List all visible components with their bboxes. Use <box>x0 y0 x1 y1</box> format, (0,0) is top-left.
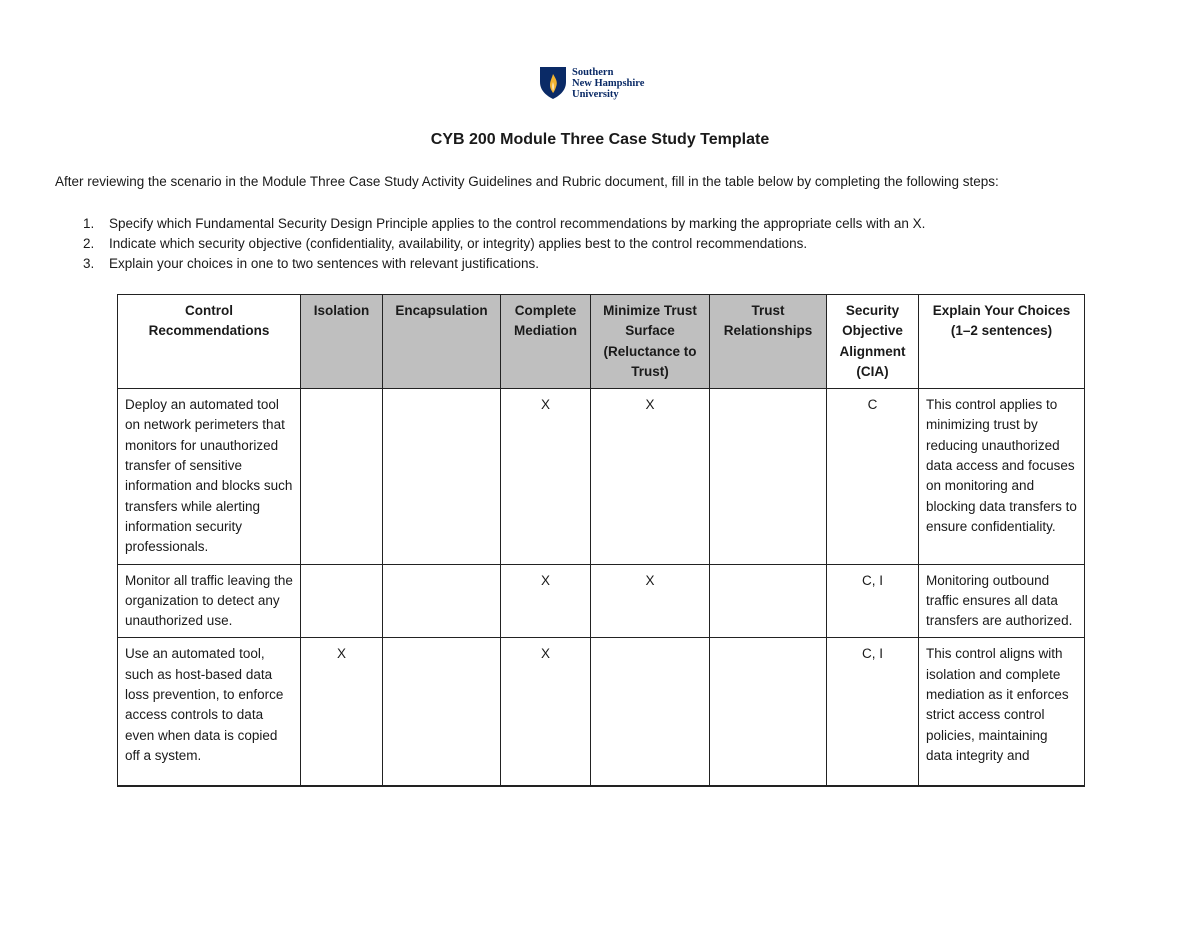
cell-explain: This control applies to minimizing trust by reducing unauthorized data access and focuses on monitoring and blocking data transfers to ensure confidentiality. <box>919 389 1085 564</box>
step-text: Specify which Fundamental Security Design Principle applies to the control recommendations by marking the appropriate cells with an X. <box>109 216 926 231</box>
page-title: CYB 200 Module Three Case Study Template <box>430 131 770 148</box>
cell-security-objective: C, I <box>827 564 919 638</box>
step-item <box>83 254 925 274</box>
cell-minimize-trust: X <box>591 564 710 638</box>
cell-minimize-trust <box>591 638 710 787</box>
step-number: 2. <box>83 236 95 251</box>
header-trust-relationships: Trust Relationships <box>710 295 827 389</box>
step-number: 1. <box>83 216 95 231</box>
step-item <box>83 234 925 254</box>
table-header-row <box>118 295 1085 389</box>
header-minimize-trust-surface: Minimize Trust Surface (Reluctance to Trust) <box>591 295 710 389</box>
header-complete-mediation: Complete Mediation <box>501 295 591 389</box>
shield-flame-icon <box>539 66 567 100</box>
cell-isolation <box>301 564 383 638</box>
case-study-table <box>117 294 1085 787</box>
cell-complete-mediation: X <box>501 638 591 787</box>
cell-explain: This control aligns with isolation and complete mediation as it enforces strict access control policies, maintaining data integrity and <box>926 646 1069 763</box>
header-security-objective: Security Objective Alignment (CIA) <box>827 295 919 389</box>
cell-encapsulation <box>383 638 501 787</box>
logo-line-2: New Hampshire <box>572 77 645 89</box>
cell-complete-mediation: X <box>501 564 591 638</box>
logo-line-1: Southern <box>572 66 614 78</box>
cell-isolation: X <box>301 638 383 787</box>
cell-trust-relationships <box>710 564 827 638</box>
cell-minimize-trust: X <box>591 389 710 564</box>
step-number: 3. <box>83 256 95 271</box>
cell-encapsulation <box>383 389 501 564</box>
cell-security-objective: C, I <box>827 638 919 787</box>
header-encapsulation: Encapsulation <box>383 295 501 389</box>
step-text: Explain your choices in one to two sentences with relevant justifications. <box>109 256 539 271</box>
header-isolation: Isolation <box>301 295 383 389</box>
cell-control-wrap <box>118 638 301 787</box>
cell-isolation <box>301 389 383 564</box>
cell-trust-relationships <box>710 638 827 787</box>
cell-security-objective: C <box>827 389 919 564</box>
cell-encapsulation <box>383 564 501 638</box>
cell-control: Monitor all traffic leaving the organization to detect any unauthorized use. <box>118 564 301 638</box>
header-control-recommendations: Control Recommendations <box>118 295 301 389</box>
cell-control: Use an automated tool, such as host-based data loss prevention, to enforce access controls to data even when data is copied off a system. <box>125 646 284 763</box>
step-item <box>83 214 925 234</box>
logo-wordmark <box>572 67 644 100</box>
steps-list <box>83 214 925 274</box>
header-explain-choices: Explain Your Choices (1–2 sentences) <box>919 295 1085 389</box>
cell-explain-wrap <box>919 638 1085 787</box>
cell-explain: Monitoring outbound traffic ensures all data transfers are authorized. <box>919 564 1085 638</box>
table-row <box>118 564 1085 638</box>
cell-trust-relationships <box>710 389 827 564</box>
table-row <box>118 389 1085 564</box>
intro-paragraph: After reviewing the scenario in the Module Three Case Study Activity Guidelines and Rubric document, fill in the table below by completing the following steps: <box>55 174 999 189</box>
snhu-logo <box>539 66 644 100</box>
cell-control: Deploy an automated tool on network perimeters that monitors for unauthorized transfer of sensitive information and blocks such transfers while alerting information security professionals. <box>118 389 301 564</box>
logo-line-3: University <box>572 88 619 100</box>
table-row <box>118 638 1085 787</box>
cell-complete-mediation: X <box>501 389 591 564</box>
step-text: Indicate which security objective (confidentiality, availability, or integrity) applies best to the control recommendations. <box>109 236 808 251</box>
